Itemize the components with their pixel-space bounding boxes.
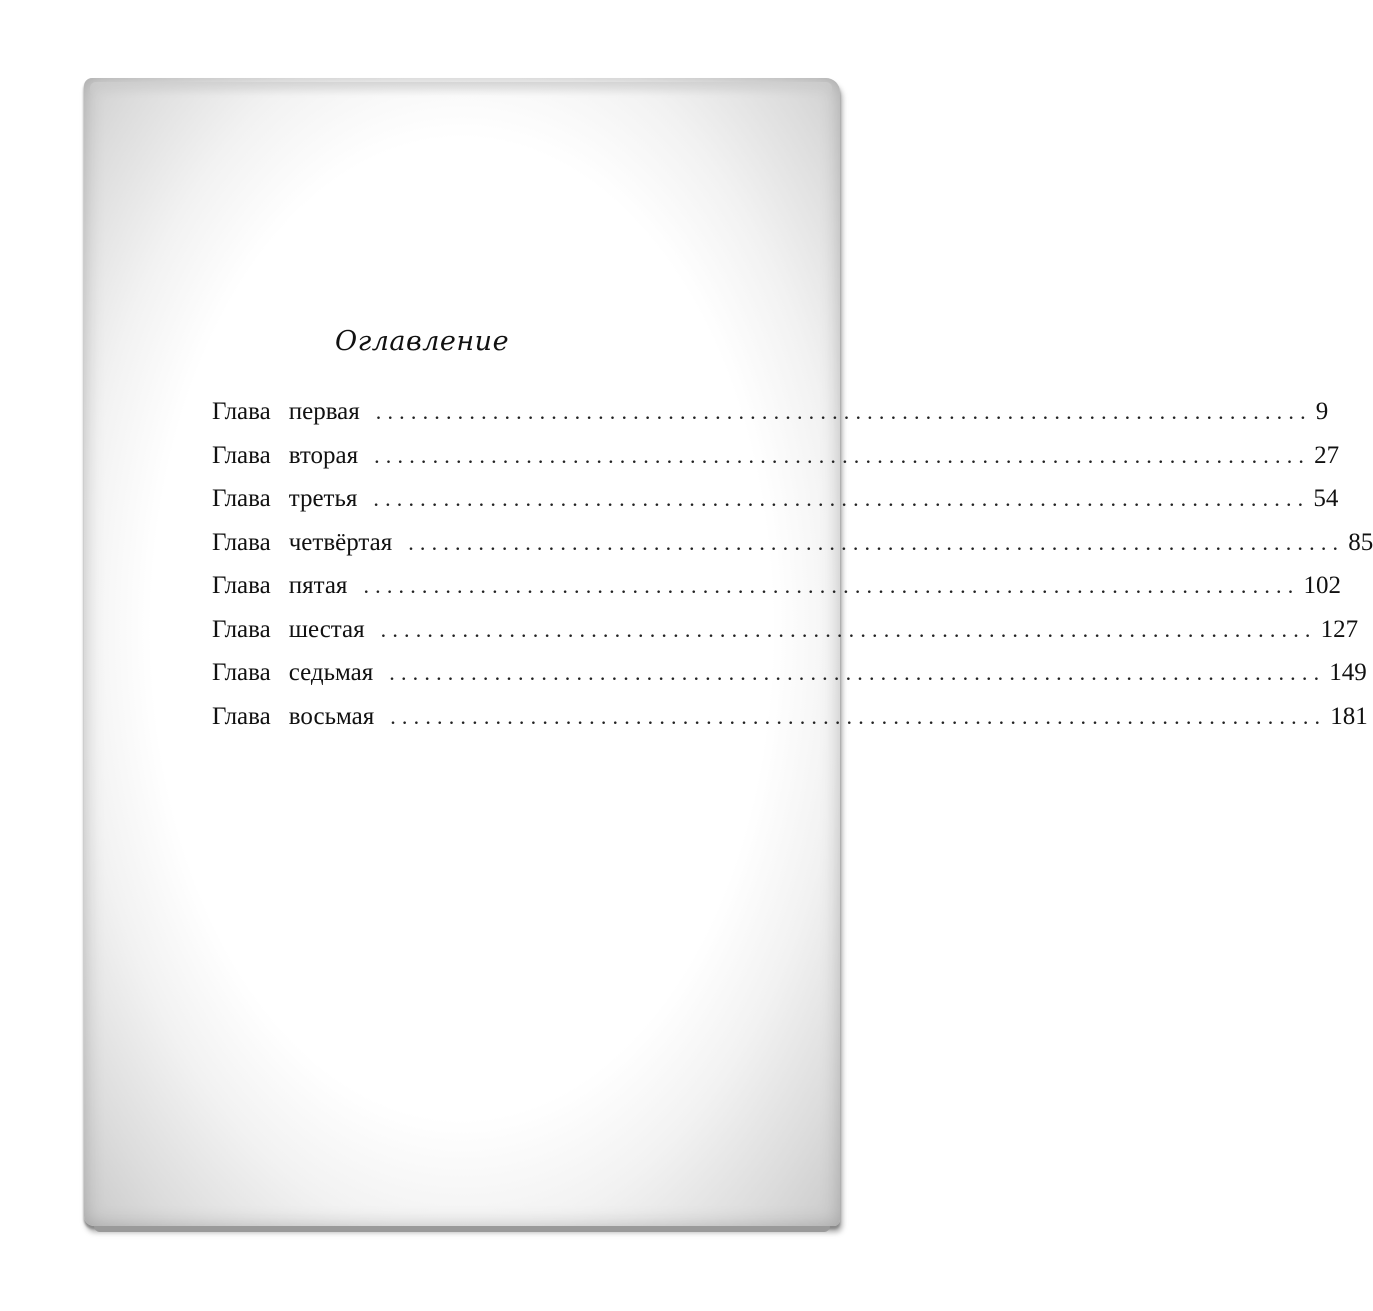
toc-entry-label: Глава пятая	[212, 572, 348, 599]
toc-page-number: 85	[1348, 528, 1373, 556]
toc-entry[interactable]	[212, 702, 1368, 747]
toc-entry[interactable]	[212, 659, 1367, 703]
toc-entry-label: Глава первая	[212, 398, 360, 425]
toc-entry[interactable]	[212, 485, 1339, 529]
toc-leader-dots: ................................................................................	[375, 399, 1312, 424]
toc-page-number: 102	[1303, 572, 1341, 599]
toc-entry-label: Глава восьмая	[212, 702, 375, 730]
toc-entry[interactable]	[212, 572, 1341, 616]
toc-page-number: 54	[1313, 485, 1339, 512]
toc-entry-label: Глава четвёртая	[212, 528, 393, 556]
toc-entry-label: Глава шестая	[212, 615, 365, 643]
table-of-contents	[212, 398, 1373, 746]
toc-title: Оглавление	[334, 326, 510, 357]
toc-entry[interactable]	[212, 398, 1329, 442]
toc-leader-dots: ................................................................................	[389, 660, 1326, 685]
toc-page-number: 149	[1329, 659, 1367, 686]
toc-leader-dots: ................................................................................	[373, 486, 1310, 511]
toc-leader-dots: ................................................................................	[374, 442, 1311, 468]
toc-page-number: 127	[1320, 615, 1359, 643]
toc-leader-dots: ................................................................................	[380, 616, 1317, 642]
toc-entry[interactable]	[212, 441, 1340, 486]
toc-leader-dots: ................................................................................	[363, 573, 1300, 598]
toc-entry-label: Глава вторая	[212, 441, 359, 469]
toc-page-number: 181	[1330, 702, 1368, 730]
toc-entry[interactable]	[212, 528, 1373, 573]
toc-entry-label: Глава седьмая	[212, 659, 374, 686]
toc-entry[interactable]	[212, 615, 1359, 660]
toc-entry-label: Глава третья	[212, 485, 358, 512]
toc-leader-dots: ................................................................................	[390, 703, 1327, 729]
toc-leader-dots: ................................................................................	[408, 529, 1345, 555]
toc-page-number: 27	[1314, 441, 1340, 469]
toc-page-number: 9	[1315, 398, 1329, 425]
